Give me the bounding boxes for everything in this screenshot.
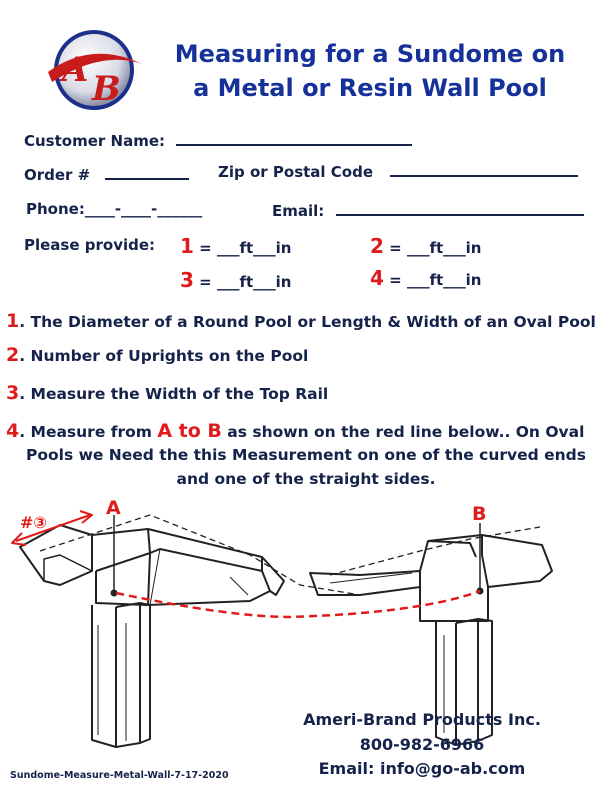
provide-field-4[interactable] <box>370 266 481 290</box>
provide-number-2: 2 <box>370 234 384 258</box>
provide-field-1[interactable] <box>180 234 291 258</box>
instruction-text-2: . Number of Uprights on the Pool <box>19 347 309 365</box>
diagram-label-rail-width: #③ <box>20 513 47 532</box>
order-row <box>24 164 189 184</box>
customer-name-label: Customer Name: <box>24 132 165 150</box>
provide-field-2[interactable] <box>370 234 481 258</box>
provide-number-3: 3 <box>180 268 194 292</box>
instruction-text-4-after: as shown on the red line below.. On Oval <box>227 423 585 441</box>
order-number-field[interactable] <box>105 164 189 180</box>
instruction-1 <box>6 310 606 332</box>
company-name: Ameri-Brand Products Inc. <box>303 710 541 729</box>
instruction-number-1: 1 <box>6 310 20 332</box>
company-logo <box>42 26 150 114</box>
document-footer-id: Sundome-Measure-Metal-Wall-7-17-2020 <box>10 770 229 781</box>
email-row <box>272 200 584 220</box>
provide-value-4: = ___ft___in <box>389 271 482 289</box>
instruction-3 <box>6 382 606 404</box>
logo-letter-a: A <box>62 50 89 90</box>
provide-value-1: = ___ft___in <box>199 239 292 257</box>
logo-letter-b: B <box>92 69 121 109</box>
diagram-label-b: B <box>472 503 487 525</box>
zip-row <box>218 161 578 181</box>
instruction-number-2: 2 <box>6 344 20 366</box>
zip-field[interactable] <box>390 161 578 177</box>
instruction-4 <box>6 420 606 442</box>
instruction-number-3: 3 <box>6 382 20 404</box>
email-field[interactable] <box>336 200 584 216</box>
instruction-text-4: . Measure from <box>19 423 152 441</box>
instruction-4-line3: and one of the straight sides. <box>176 470 436 488</box>
order-label: Order # <box>24 166 91 184</box>
customer-name-row <box>24 130 412 150</box>
page-title-line1: Measuring for a Sundome on <box>174 40 566 68</box>
phone-field[interactable]: Phone:____-____-______ <box>26 200 203 218</box>
company-phone[interactable]: 800-982-6966 <box>359 735 485 754</box>
instruction-number-4: 4 <box>6 420 20 442</box>
page-title-line2: a Metal or Resin Wall Pool <box>193 74 547 102</box>
provide-field-3[interactable] <box>180 268 291 292</box>
provide-value-3: = ___ft___in <box>199 273 292 291</box>
customer-name-field[interactable] <box>176 130 412 146</box>
zip-label: Zip or Postal Code <box>218 163 374 181</box>
company-email[interactable]: Email: info@go-ab.com <box>318 759 526 778</box>
instruction-text-1: . The Diameter of a Round Pool or Length & Width of an Oval Pool <box>19 313 596 331</box>
email-label: Email: <box>272 202 325 220</box>
diagram-label-a: A <box>106 497 121 519</box>
instruction-4-line2: Pools we Need the this Measurement on one of the curved ends <box>25 446 586 464</box>
provide-number-1: 1 <box>180 234 194 258</box>
instruction-highlight: A to B <box>157 420 222 442</box>
provide-value-2: = ___ft___in <box>389 239 482 257</box>
provide-number-4: 4 <box>370 266 384 290</box>
instruction-text-3: . Measure the Width of the Top Rail <box>19 385 329 403</box>
please-provide-label: Please provide: <box>24 236 156 254</box>
instruction-2 <box>6 344 606 366</box>
